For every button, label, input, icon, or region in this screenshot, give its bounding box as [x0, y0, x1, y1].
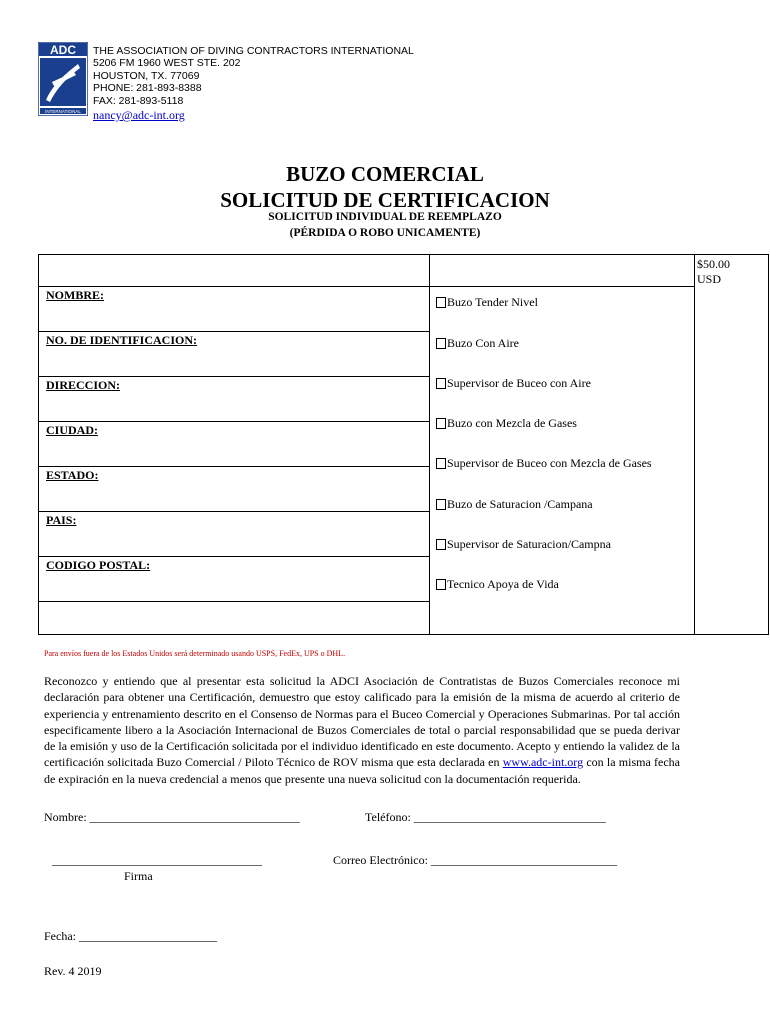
option-label: Buzo con Mezcla de Gases: [447, 416, 577, 430]
row-divider: [39, 556, 429, 557]
org-email-link[interactable]: nancy@adc-int.org: [93, 108, 185, 122]
field-identificacion[interactable]: NO. DE IDENTIFICACION:: [46, 333, 198, 347]
telefono-line[interactable]: Teléfono: ________________________________: [365, 810, 606, 824]
declaration-part2: con la misma fecha de expiración en la nueva credencial a menos que presente una nueva solicitud con la documentación requerida.: [44, 755, 680, 786]
row-divider: [39, 511, 429, 512]
price-currency: USD: [697, 272, 722, 286]
option-label: Supervisor de Saturacion/Campna: [447, 537, 611, 551]
application-form-table: [38, 254, 769, 635]
org-fax: FAX: 281-893-5118: [93, 94, 184, 107]
field-ciudad[interactable]: CIUDAD:: [46, 423, 98, 437]
checkbox[interactable]: [436, 297, 446, 308]
option-buzo-tender-nivel[interactable]: [436, 295, 538, 310]
website-link[interactable]: www.adc-int.org: [502, 755, 584, 770]
checkbox[interactable]: [436, 378, 446, 389]
form-title: BUZO COMERCIAL: [286, 162, 484, 186]
row-divider: [39, 601, 429, 602]
option-supervisor-saturacion[interactable]: [436, 537, 611, 552]
row-divider: [39, 286, 694, 287]
option-tecnico-apoyo-vida[interactable]: [436, 577, 559, 592]
option-label: Supervisor de Buceo con Mezcla de Gases: [447, 456, 652, 470]
field-codigo-postal[interactable]: CODIGO POSTAL:: [46, 558, 151, 572]
form-title-2: SOLICITUD DE CERTIFICACION: [220, 188, 550, 212]
fecha-line[interactable]: Fecha: _______________________: [44, 929, 217, 943]
option-label: Supervisor de Buceo con Aire: [447, 376, 591, 390]
checkbox[interactable]: [436, 418, 446, 429]
nombre-line[interactable]: Nombre: ___________________________________: [44, 810, 300, 824]
option-supervisor-buceo-aire[interactable]: [436, 376, 591, 391]
org-phone: PHONE: 281-893-8388: [93, 82, 202, 95]
checkbox[interactable]: [436, 499, 446, 510]
form-subtitle-2: (PÉRDIDA O ROBO UNICAMENTE): [289, 227, 481, 239]
field-nombre[interactable]: NOMBRE:: [46, 288, 104, 302]
option-buzo-con-aire[interactable]: [436, 336, 519, 351]
checkbox[interactable]: [436, 458, 446, 469]
firma-label: Firma: [124, 869, 153, 883]
org-address1: 5206 FM 1960 WEST STE. 202: [93, 57, 241, 70]
shipping-note: Para envíos fuera de los Estados Unidos será determinado usando USPS, FedEx, UPS o DHL.: [44, 649, 346, 658]
declaration-text: [44, 673, 680, 787]
price-amount: $50.00: [697, 257, 730, 271]
field-pais[interactable]: PAIS:: [46, 513, 77, 527]
form-subtitle: SOLICITUD INDIVIDUAL DE REEMPLAZO: [268, 211, 502, 223]
option-buzo-mezcla-gases[interactable]: [436, 416, 577, 431]
adc-logo: [38, 42, 88, 116]
option-label: Tecnico Apoya de Vida: [447, 577, 559, 591]
checkbox[interactable]: [436, 338, 446, 349]
org-name: THE ASSOCIATION OF DIVING CONTRACTORS INTERNATIONAL: [93, 45, 414, 57]
firma-line[interactable]: ___________________________________: [52, 853, 262, 867]
column-divider: [429, 255, 430, 634]
org-address2: HOUSTON, TX. 77069: [93, 69, 200, 82]
row-divider: [39, 376, 429, 377]
svg-text:ADC: ADC: [50, 43, 76, 57]
field-direccion[interactable]: DIRECCION:: [46, 378, 121, 392]
option-label: Buzo de Saturacion /Campana: [447, 497, 593, 511]
option-supervisor-mezcla-gases[interactable]: [436, 456, 652, 471]
column-divider: [694, 255, 695, 634]
checkbox[interactable]: [436, 539, 446, 550]
row-divider: [39, 421, 429, 422]
option-label: Buzo Con Aire: [447, 336, 519, 350]
org-address-block: [93, 45, 414, 107]
checkbox[interactable]: [436, 579, 446, 590]
correo-line[interactable]: Correo Electrónico: _______________________________: [333, 853, 617, 867]
row-divider: [39, 466, 429, 467]
declaration-part1: Reconozco y entiendo que al presentar esta solicitud la ADCI Asociación de Contratistas de Buzos Comerciales reconoce mi declaración para obtener una Certificación, demuestro que estoy calificado para la emisión de la misma de acuerdo al criterio de experiencia y entrenamiento descrito en el Consenso de Normas para el Buceo Comercial y Operaciones Submarinas. Por tal acción especificamente libero a la Asociación Internacional de Buzos Comerciales de total o parcial responsabilidad que se pueda derivar de la emisión y uso de la Certificación solicitada por el individuo identificado en este documento. Acepto y entiendo la validez de la certificación solicitada Buzo Comercial / Piloto Técnico de ROV misma que esta declarada en: [44, 674, 680, 770]
price-label: [697, 257, 730, 287]
option-buzo-saturacion[interactable]: [436, 497, 593, 512]
logo-subtext: INTERNATIONAL: [45, 109, 81, 114]
row-divider: [39, 331, 429, 332]
option-label: Buzo Tender Nivel: [447, 295, 538, 309]
revision-label: Rev. 4 2019: [44, 964, 102, 978]
field-estado[interactable]: ESTADO:: [46, 468, 99, 482]
